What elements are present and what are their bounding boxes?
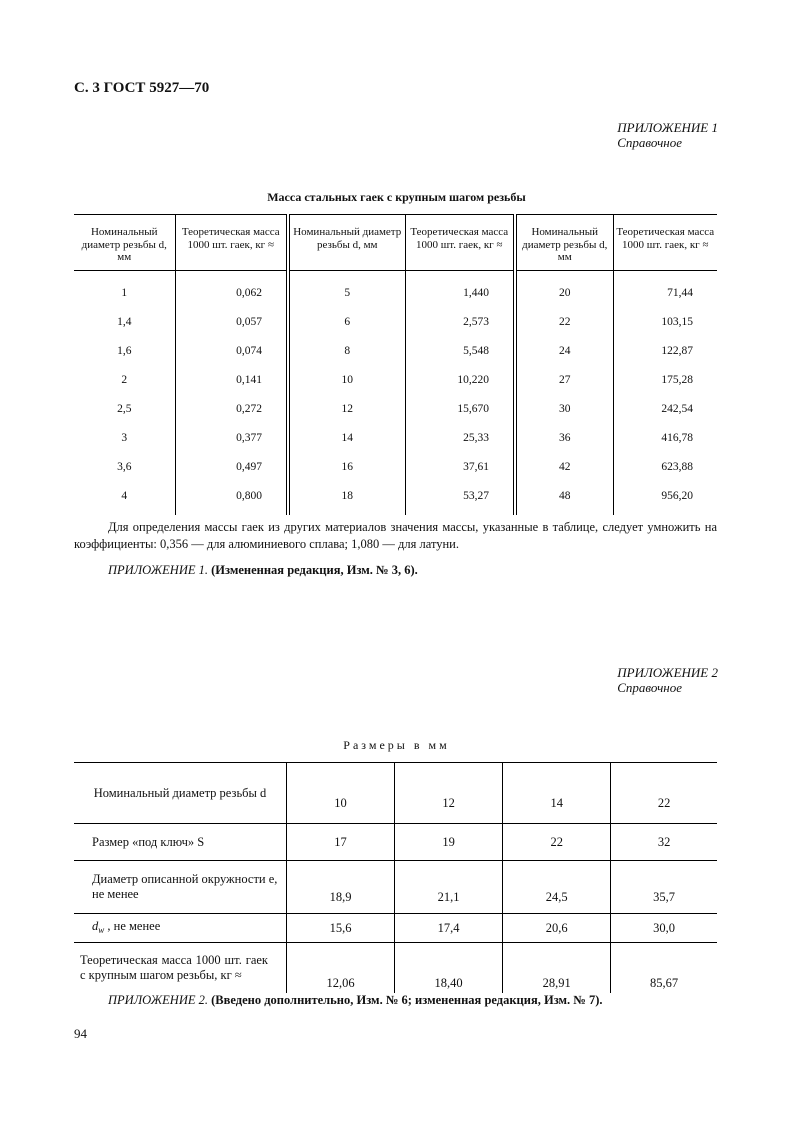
table-cell: 2,573 — [405, 308, 515, 337]
table-cell: 12 — [288, 395, 405, 424]
table-cell: 42 — [515, 453, 613, 482]
table-cell: 0,057 — [175, 308, 288, 337]
table-row — [74, 943, 717, 994]
table-cell: 8 — [288, 337, 405, 366]
table-cell: 956,20 — [613, 482, 717, 515]
table-cell: 12,06 — [287, 943, 395, 994]
appendix-2-title: ПРИЛОЖЕНИЕ 2 — [617, 665, 718, 680]
table-row — [74, 308, 717, 337]
table-cell: 21,1 — [395, 861, 503, 914]
column-header: Номинальный диаметр резьбы d, мм — [288, 215, 405, 271]
table-cell: 17 — [287, 824, 395, 861]
column-header: Теоретическая масса 1000 шт. гаек, кг ≈ — [613, 215, 717, 271]
table-cell: 71,44 — [613, 270, 717, 308]
table-cell: 22 — [611, 763, 717, 824]
table-cell: 22 — [515, 308, 613, 337]
appendix-1-type: Справочное — [617, 135, 682, 150]
table-cell: 15,670 — [405, 395, 515, 424]
table-cell: 0,377 — [175, 424, 288, 453]
appendix-2-amendment — [108, 993, 603, 1008]
page-number: 94 — [74, 1026, 87, 1041]
table-row — [74, 763, 717, 824]
dw-label-text: , не менее — [104, 918, 161, 933]
dw-symbol: d — [92, 918, 99, 933]
table-header-row — [74, 215, 717, 271]
appendix-1-amendment — [108, 563, 418, 578]
table-cell: 1,6 — [117, 345, 132, 357]
nut-dimensions-table — [74, 762, 717, 993]
table-cell: 14 — [288, 424, 405, 453]
table-cell: 10 — [288, 366, 405, 395]
table-cell: 19 — [395, 824, 503, 861]
table-cell: 27 — [515, 366, 613, 395]
amendment-label: ПРИЛОЖЕНИЕ 1. — [108, 563, 208, 577]
column-header: Теоретическая масса 1000 шт. гаек, кг ≈ — [175, 215, 288, 271]
row-label-key-size: Размер «под ключ» S — [74, 824, 287, 861]
table-cell: 623,88 — [613, 453, 717, 482]
table-cell: 32 — [611, 824, 717, 861]
table-cell: 122,87 — [613, 337, 717, 366]
table-cell: 14 — [503, 763, 611, 824]
table-cell: 4 — [121, 490, 128, 502]
table-cell: 0,800 — [175, 482, 288, 515]
table-row — [74, 914, 717, 943]
table-cell: 20 — [515, 270, 613, 308]
table-cell: 30,0 — [611, 914, 717, 943]
row-label-theoretical-mass: Теоретическая масса 1000 шт. гаек с крупным шагом резьбы, кг ≈ — [80, 953, 268, 982]
table-cell: 17,4 — [395, 914, 503, 943]
amendment-text: (Измененная редакция, Изм. № 3, 6). — [207, 563, 418, 577]
table-cell: 85,67 — [611, 943, 717, 994]
table-row — [74, 861, 717, 914]
table-row — [74, 395, 717, 424]
table-cell: 28,91 — [503, 943, 611, 994]
table-cell: 37,61 — [405, 453, 515, 482]
dw-subscript: w — [98, 924, 105, 935]
table-cell: 22 — [503, 824, 611, 861]
table-cell: 24 — [515, 337, 613, 366]
table-cell: 16 — [288, 453, 405, 482]
table-cell: 15,6 — [287, 914, 395, 943]
table-cell: 0,497 — [175, 453, 288, 482]
table-cell: 12 — [395, 763, 503, 824]
table-cell: 3 — [121, 432, 128, 444]
dimensions-caption: Размеры в мм — [343, 738, 450, 752]
table-row — [74, 453, 717, 482]
table-cell: 5,548 — [405, 337, 515, 366]
table-cell: 35,7 — [611, 861, 717, 914]
table-cell: 48 — [515, 482, 613, 515]
table-cell: 18 — [288, 482, 405, 515]
table-cell: 36 — [515, 424, 613, 453]
table-cell: 25,33 — [405, 424, 515, 453]
table-cell: 1,440 — [405, 270, 515, 308]
table-row — [74, 424, 717, 453]
appendix-1-title: ПРИЛОЖЕНИЕ 1 — [617, 120, 718, 135]
column-header: Номинальный диаметр резьбы d, мм — [515, 215, 613, 271]
table-cell: 18,9 — [287, 861, 395, 914]
table-cell: 242,54 — [613, 395, 717, 424]
table-row — [74, 824, 717, 861]
table-cell: 2 — [121, 374, 128, 386]
table-cell: 53,27 — [405, 482, 515, 515]
table-cell: 0,141 — [175, 366, 288, 395]
row-label-circle-diameter: Диаметр описанной окружности e, не менее — [74, 861, 287, 914]
table-cell: 416,78 — [613, 424, 717, 453]
table-cell: 2,5 — [117, 403, 132, 415]
table-cell: 3,6 — [117, 461, 132, 473]
row-label-dw — [74, 914, 287, 943]
appendix-2-label — [617, 665, 718, 695]
table-cell: 0,062 — [175, 270, 288, 308]
table-cell: 1,4 — [117, 316, 132, 328]
nut-mass-table — [74, 214, 717, 515]
table-cell: 18,40 — [395, 943, 503, 994]
table-cell: 0,272 — [175, 395, 288, 424]
table-cell: 103,15 — [613, 308, 717, 337]
material-coefficient-note: Для определения массы гаек из других материалов значения массы, указанные в таблице, следует умножить на коэффициенты: 0,356 — для алюминиевого сплава; 1,080 — для латуни. — [74, 520, 717, 551]
table-row — [74, 337, 717, 366]
table-cell: 1 — [121, 287, 128, 299]
table-row — [74, 270, 717, 308]
column-header: Номинальный диаметр резьбы d, мм — [74, 215, 175, 271]
table-cell: 10,220 — [405, 366, 515, 395]
amendment-label: ПРИЛОЖЕНИЕ 2. — [108, 993, 208, 1007]
table-cell: 24,5 — [503, 861, 611, 914]
table-row — [74, 366, 717, 395]
table-cell: 10 — [287, 763, 395, 824]
nut-mass-table-title: Масса стальных гаек с крупным шагом резьбы — [267, 190, 526, 204]
column-header: Теоретическая масса 1000 шт. гаек, кг ≈ — [405, 215, 515, 271]
table-row — [74, 482, 717, 515]
appendix-1-label — [617, 120, 718, 150]
table-cell: 6 — [288, 308, 405, 337]
page-header: С. 3 ГОСТ 5927—70 — [74, 80, 210, 96]
table-cell: 30 — [515, 395, 613, 424]
table-cell: 20,6 — [503, 914, 611, 943]
amendment-text: (Введено дополнительно, Изм. № 6; измененная редакция, Изм. № 7). — [207, 993, 603, 1007]
row-label-thread-diameter: Номинальный диаметр резьбы d — [74, 763, 287, 824]
appendix-2-type: Справочное — [617, 680, 682, 695]
table-cell: 175,28 — [613, 366, 717, 395]
table-cell: 5 — [288, 270, 405, 308]
table-cell: 0,074 — [175, 337, 288, 366]
